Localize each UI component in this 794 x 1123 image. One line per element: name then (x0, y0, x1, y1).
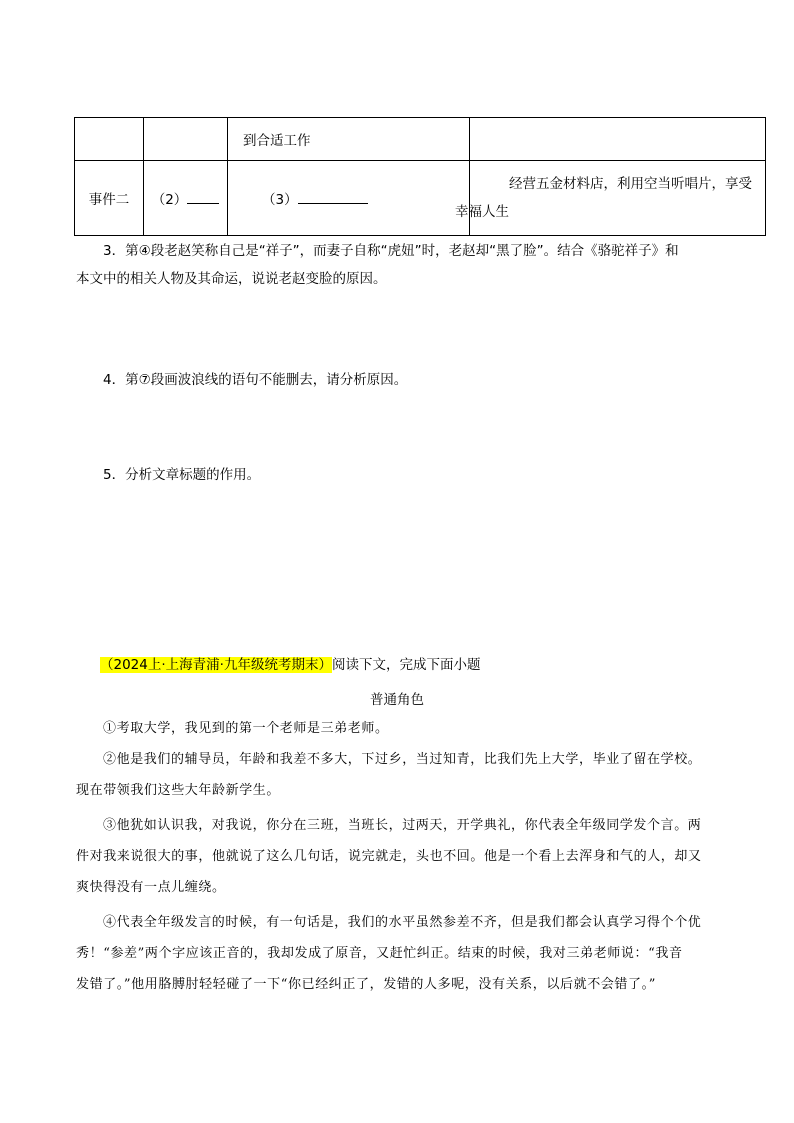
passage-source (100, 654, 480, 676)
paragraph-1: ①考取大学，我见到的第一个老师是三弟老师。 (103, 721, 389, 736)
table-cell: 到合适工作 (228, 118, 470, 161)
table-row (75, 161, 766, 236)
table-cell (470, 118, 766, 161)
question-3 (76, 237, 728, 293)
blank-3-label: （3） (262, 192, 298, 208)
event-2-text: 经营五金材料店，利用空当听唱片，享受 幸福人生 (455, 176, 752, 220)
paragraph-4: ④代表全年级发言的时候，有一句话是，我们的水平虽然参差不齐，但是我们都会认真学习得个个优 秀！“参差”两个字应该正音的，我却发成了原音，又赶忙纠正。结束的时候，我对三弟老师说：“我音 发错了。”他用胳膊肘轻轻碰了一下“你已经纠正了，发错的人多呢，没有关系，以后就不会错了。” (76, 915, 702, 992)
answer-blank-2[interactable] (187, 190, 219, 205)
question-5: 5．分析文章标题的作用。 (103, 467, 261, 483)
blank-2-label: （2） (151, 192, 188, 208)
blank-3-cell (228, 161, 470, 236)
paragraph-3: ③他犹如认识我，对我说，你分在三班，当班长，过两天，开学典礼，你代表全年级同学发个言。两 件对我来说很大的事，他就说了这么几句话，说完就走，头也不回。他是一个看上去浑身和气的人，却又 爽快得没有一点儿缠绕。 (76, 818, 702, 895)
answer-blank-3[interactable] (298, 190, 368, 205)
answer-table (74, 117, 766, 236)
instruction: 阅读下文，完成下面小题 (331, 657, 481, 673)
blank-2-cell (144, 161, 228, 236)
table-cell (455, 161, 766, 236)
question-3-line1: 3．第④段老赵笑称自己是“祥子”，而妻子自称“虎妞”时，老赵却“黑了脸”。结合《骆驼祥子》和 (103, 243, 679, 259)
question-4: 4．第⑦段画波浪线的语句不能删去，请分析原因。 (103, 372, 408, 388)
passage-title: 普通角色 (370, 692, 424, 708)
table-row (75, 118, 766, 161)
table-cell (144, 118, 228, 161)
source-highlight: （2024上·上海青浦·九年级统考期末） (100, 657, 332, 673)
event-label: 事件二 (75, 161, 144, 236)
question-3-line2: 本文中的相关人物及其命运，说说老赵变脸的原因。 (76, 271, 387, 287)
table-cell (75, 118, 144, 161)
paragraph-2: ②他是我们的辅导员，年龄和我差不多大，下过乡，当过知青，比我们先上大学，毕业了留在学校。 现在带领我们这些大年龄新学生。 (76, 752, 702, 798)
